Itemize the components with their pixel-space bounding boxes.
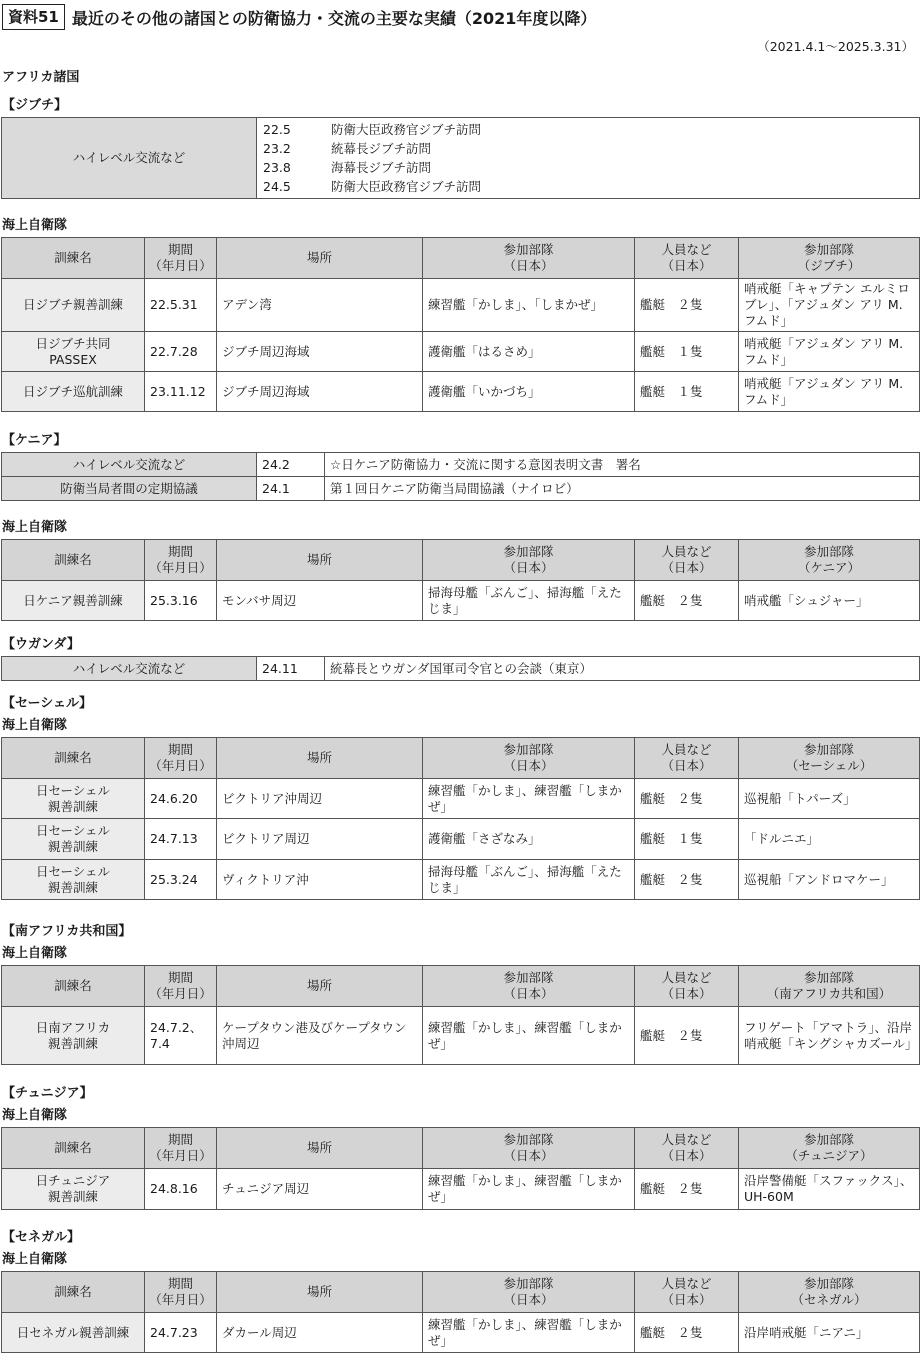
location-cell: ビクトリア沖周辺 bbox=[217, 779, 423, 819]
header-period: 期間 （年月日） bbox=[145, 1272, 217, 1313]
hl-label-cell: ハイレベル交流など bbox=[2, 118, 257, 199]
hl-label-cell: 防衛当局者間の定期協議 bbox=[2, 477, 257, 501]
training-name-cell: 日チュニジア 親善訓練 bbox=[2, 1169, 145, 1210]
header-participating-units-partner: 参加部隊 （ケニア） bbox=[739, 540, 920, 581]
hl-label-cell: ハイレベル交流など bbox=[2, 657, 257, 681]
unit-heading: 海上自衛隊 bbox=[2, 1252, 68, 1267]
hl-text-cell: 第１回日ケニア防衛当局間協議（ナイロビ） bbox=[325, 477, 920, 501]
training-name-cell: 日ジブチ巡航訓練 bbox=[2, 372, 145, 412]
header-location: 場所 bbox=[217, 738, 423, 779]
table-row bbox=[2, 581, 920, 621]
header-period: 期間 （年月日） bbox=[145, 966, 217, 1007]
header-participating-units-partner: 参加部隊 （セネガル） bbox=[739, 1272, 920, 1313]
hl-row bbox=[2, 657, 920, 681]
period-cell: 24.7.2、 7.4 bbox=[145, 1007, 217, 1065]
unit-heading: 海上自衛隊 bbox=[2, 1108, 68, 1123]
hl-text-cell: 統幕長とウガンダ国軍司令官との会談（東京） bbox=[325, 657, 920, 681]
header-participating-units-japan: 参加部隊 （日本） bbox=[423, 1128, 635, 1169]
training-name-cell: 日セネガル親善訓練 bbox=[2, 1313, 145, 1353]
hl-item bbox=[263, 120, 913, 139]
header-location: 場所 bbox=[217, 1272, 423, 1313]
hl-date-cell: 24.1 bbox=[257, 477, 325, 501]
section-djibouti-msdf bbox=[0, 215, 920, 412]
table-header-row bbox=[2, 1128, 920, 1169]
period-range: （2021.4.1～2025.3.31） bbox=[757, 39, 914, 54]
training-table bbox=[0, 539, 920, 621]
japan-units-cell: 練習艦「かしま」、練習艦「しまかぜ」 bbox=[423, 779, 635, 819]
header-location: 場所 bbox=[217, 966, 423, 1007]
header-personnel-japan: 人員など （日本） bbox=[635, 966, 739, 1007]
section-kenya-msdf bbox=[0, 517, 920, 621]
period-cell: 25.3.16 bbox=[145, 581, 217, 621]
header-participating-units-japan: 参加部隊 （日本） bbox=[423, 1272, 635, 1313]
partner-units-cell: 巡視船「トパーズ」 bbox=[739, 779, 920, 819]
section-south-africa bbox=[0, 921, 920, 1065]
header-location: 場所 bbox=[217, 238, 423, 279]
country-heading: 【セーシェル】 bbox=[2, 696, 92, 711]
japan-units-cell: 練習艦「かしま」、練習艦「しまかぜ」 bbox=[423, 1007, 635, 1065]
partner-units-cell: 哨戒艇「アジュダン アリ M. フムド」 bbox=[739, 332, 920, 372]
header-personnel-japan: 人員など （日本） bbox=[635, 738, 739, 779]
country-heading: 【ウガンダ】 bbox=[2, 637, 80, 652]
hl-item-text: 海幕長ジブチ訪問 bbox=[331, 160, 432, 175]
table-row bbox=[2, 1169, 920, 1210]
hl-item-text: 防衛大臣政務官ジブチ訪問 bbox=[331, 122, 482, 137]
hl-text-cell: ☆日ケニア防衛協力・交流に関する意図表明文書 署名 bbox=[325, 453, 920, 477]
header-participating-units-partner: 参加部隊 （チュニジア） bbox=[739, 1128, 920, 1169]
header-training-name: 訓練名 bbox=[2, 738, 145, 779]
japan-units-cell: 練習艦「かしま」、練習艦「しまかぜ」 bbox=[423, 1169, 635, 1210]
country-heading: 【南アフリカ共和国】 bbox=[2, 924, 132, 939]
location-cell: ビクトリア周辺 bbox=[217, 819, 423, 860]
partner-units-cell: 沿岸哨戒艇「ニアニ」 bbox=[739, 1313, 920, 1353]
training-name-cell: 日セーシェル 親善訓練 bbox=[2, 779, 145, 819]
header-training-name: 訓練名 bbox=[2, 540, 145, 581]
hl-item-date: 23.2 bbox=[263, 141, 291, 156]
period-cell: 22.5.31 bbox=[145, 279, 217, 332]
table-header-row bbox=[2, 966, 920, 1007]
location-cell: アデン湾 bbox=[217, 279, 423, 332]
training-table bbox=[0, 1127, 920, 1210]
hl-row bbox=[2, 453, 920, 477]
location-cell: ダカール周辺 bbox=[217, 1313, 423, 1353]
period-cell: 24.6.20 bbox=[145, 779, 217, 819]
personnel-cell: 艦艇 ２隻 bbox=[635, 279, 739, 332]
location-cell: モンバサ周辺 bbox=[217, 581, 423, 621]
header-location: 場所 bbox=[217, 1128, 423, 1169]
table-row bbox=[2, 1007, 920, 1065]
table-row bbox=[2, 332, 920, 372]
country-heading: 【チュニジア】 bbox=[2, 1086, 93, 1101]
table-row bbox=[2, 1313, 920, 1353]
table-header-row bbox=[2, 238, 920, 279]
hl-item bbox=[263, 177, 913, 196]
unit-heading: 海上自衛隊 bbox=[2, 520, 68, 535]
personnel-cell: 艦艇 ２隻 bbox=[635, 1007, 739, 1065]
header-period: 期間 （年月日） bbox=[145, 1128, 217, 1169]
hl-item bbox=[263, 139, 913, 158]
header-participating-units-japan: 参加部隊 （日本） bbox=[423, 738, 635, 779]
personnel-cell: 艦艇 ２隻 bbox=[635, 779, 739, 819]
period-cell: 25.3.24 bbox=[145, 860, 217, 900]
personnel-cell: 艦艇 １隻 bbox=[635, 819, 739, 860]
table-row bbox=[2, 279, 920, 332]
hl-item-date: 23.8 bbox=[263, 160, 291, 175]
table-row bbox=[2, 819, 920, 860]
training-name-cell: 日セーシェル 親善訓練 bbox=[2, 819, 145, 860]
header-period: 期間 （年月日） bbox=[145, 540, 217, 581]
training-name-cell: 日ジブチ親善訓練 bbox=[2, 279, 145, 332]
personnel-cell: 艦艇 １隻 bbox=[635, 332, 739, 372]
hl-item-date: 22.5 bbox=[263, 122, 291, 137]
hl-label-cell: ハイレベル交流など bbox=[2, 453, 257, 477]
unit-heading: 海上自衛隊 bbox=[2, 218, 68, 233]
period-cell: 22.7.28 bbox=[145, 332, 217, 372]
header-participating-units-partner: 参加部隊 （セーシェル） bbox=[739, 738, 920, 779]
japan-units-cell: 練習艦「かしま」、練習艦「しまかぜ」 bbox=[423, 1313, 635, 1353]
partner-units-cell: 哨戒艇「キャプテン エルミロブレ」、「アジュダン アリ M. フムド」 bbox=[739, 279, 920, 332]
page-title: 最近のその他の諸国との防衛協力・交流の主要な実績（2021年度以降） bbox=[71, 8, 597, 28]
country-heading: 【セネガル】 bbox=[2, 1230, 81, 1245]
header-participating-units-partner: 参加部隊 （南アフリカ共和国） bbox=[739, 966, 920, 1007]
section-djibouti bbox=[0, 95, 920, 199]
section-senegal bbox=[0, 1227, 920, 1353]
high-level-exchange-block bbox=[0, 117, 920, 199]
personnel-cell: 艦艇 ２隻 bbox=[635, 581, 739, 621]
japan-units-cell: 護衛艦「はるさめ」 bbox=[423, 332, 635, 372]
country-heading: 【ケニア】 bbox=[2, 433, 67, 448]
section-seychelles bbox=[0, 693, 920, 900]
training-table bbox=[0, 1271, 920, 1353]
title-row bbox=[2, 4, 596, 30]
hl-item bbox=[263, 158, 913, 177]
period-cell: 24.8.16 bbox=[145, 1169, 217, 1210]
personnel-cell: 艦艇 ２隻 bbox=[635, 860, 739, 900]
training-table bbox=[0, 237, 920, 412]
location-cell: ジブチ周辺海域 bbox=[217, 332, 423, 372]
partner-units-cell: 沿岸警備艇「スファックス」、UH-60M bbox=[739, 1169, 920, 1210]
table-row bbox=[2, 779, 920, 819]
header-personnel-japan: 人員など （日本） bbox=[635, 238, 739, 279]
japan-units-cell: 練習艦「かしま」、「しまかぜ」 bbox=[423, 279, 635, 332]
unit-heading: 海上自衛隊 bbox=[2, 718, 68, 733]
header-participating-units-japan: 参加部隊 （日本） bbox=[423, 966, 635, 1007]
high-level-exchange-table bbox=[0, 656, 920, 681]
header-training-name: 訓練名 bbox=[2, 1128, 145, 1169]
period-cell: 24.7.23 bbox=[145, 1313, 217, 1353]
header-training-name: 訓練名 bbox=[2, 1272, 145, 1313]
japan-units-cell: 掃海母艦「ぶんご」、掃海艦「えたじま」 bbox=[423, 860, 635, 900]
personnel-cell: 艦艇 １隻 bbox=[635, 372, 739, 412]
hl-list-cell bbox=[257, 118, 920, 199]
location-cell: ジブチ周辺海域 bbox=[217, 372, 423, 412]
personnel-cell: 艦艇 ２隻 bbox=[635, 1313, 739, 1353]
japan-units-cell: 掃海母艦「ぶんご」、掃海艦「えたじま」 bbox=[423, 581, 635, 621]
partner-units-cell: 哨戒艇「アジュダン アリ M. フムド」 bbox=[739, 372, 920, 412]
training-name-cell: 日ケニア親善訓練 bbox=[2, 581, 145, 621]
partner-units-cell: 巡視船「アンドロマケー」 bbox=[739, 860, 920, 900]
section-kenya bbox=[0, 430, 920, 501]
unit-heading: 海上自衛隊 bbox=[2, 946, 68, 961]
japan-units-cell: 護衛艦「いかづち」 bbox=[423, 372, 635, 412]
section-uganda bbox=[0, 634, 920, 681]
hl-date-cell: 24.2 bbox=[257, 453, 325, 477]
hl-row bbox=[2, 118, 920, 199]
training-table bbox=[0, 737, 920, 900]
header-location: 場所 bbox=[217, 540, 423, 581]
table-row bbox=[2, 372, 920, 412]
partner-units-cell: 哨戒艦「シュジャー」 bbox=[739, 581, 920, 621]
training-table bbox=[0, 965, 920, 1065]
header-participating-units-japan: 参加部隊 （日本） bbox=[423, 238, 635, 279]
country-heading: 【ジブチ】 bbox=[2, 98, 68, 113]
location-cell: ケープタウン港及びケープタウン沖周辺 bbox=[217, 1007, 423, 1065]
region-heading: アフリカ諸国 bbox=[2, 70, 80, 85]
hl-row bbox=[2, 477, 920, 501]
training-name-cell: 日ジブチ共同 PASSEX bbox=[2, 332, 145, 372]
header-personnel-japan: 人員など （日本） bbox=[635, 540, 739, 581]
document-number-label: 資料51 bbox=[2, 4, 65, 30]
period-cell: 24.7.13 bbox=[145, 819, 217, 860]
training-name-cell: 日セーシェル 親善訓練 bbox=[2, 860, 145, 900]
training-name-cell: 日南アフリカ 親善訓練 bbox=[2, 1007, 145, 1065]
header-training-name: 訓練名 bbox=[2, 238, 145, 279]
location-cell: ヴィクトリア沖 bbox=[217, 860, 423, 900]
location-cell: チュニジア周辺 bbox=[217, 1169, 423, 1210]
table-header-row bbox=[2, 738, 920, 779]
header-participating-units-japan: 参加部隊 （日本） bbox=[423, 540, 635, 581]
hl-item-text: 統幕長ジブチ訪問 bbox=[331, 141, 432, 156]
hl-item-date: 24.5 bbox=[263, 179, 291, 194]
high-level-exchange-table bbox=[0, 452, 920, 501]
partner-units-cell: 「ドルニエ」 bbox=[739, 819, 920, 860]
hl-date-cell: 24.11 bbox=[257, 657, 325, 681]
hl-item-text: 防衛大臣政務官ジブチ訪問 bbox=[331, 179, 482, 194]
personnel-cell: 艦艇 ２隻 bbox=[635, 1169, 739, 1210]
header-training-name: 訓練名 bbox=[2, 966, 145, 1007]
header-participating-units-partner: 参加部隊 （ジブチ） bbox=[739, 238, 920, 279]
table-header-row bbox=[2, 1272, 920, 1313]
japan-units-cell: 護衛艦「さざなみ」 bbox=[423, 819, 635, 860]
header-personnel-japan: 人員など （日本） bbox=[635, 1272, 739, 1313]
header-period: 期間 （年月日） bbox=[145, 238, 217, 279]
section-tunisia bbox=[0, 1083, 920, 1210]
period-cell: 23.11.12 bbox=[145, 372, 217, 412]
partner-units-cell: フリゲート「アマトラ」、沿岸哨戒艇「キングシャカズール」 bbox=[739, 1007, 920, 1065]
table-row bbox=[2, 860, 920, 900]
header-period: 期間 （年月日） bbox=[145, 738, 217, 779]
header-personnel-japan: 人員など （日本） bbox=[635, 1128, 739, 1169]
table-header-row bbox=[2, 540, 920, 581]
